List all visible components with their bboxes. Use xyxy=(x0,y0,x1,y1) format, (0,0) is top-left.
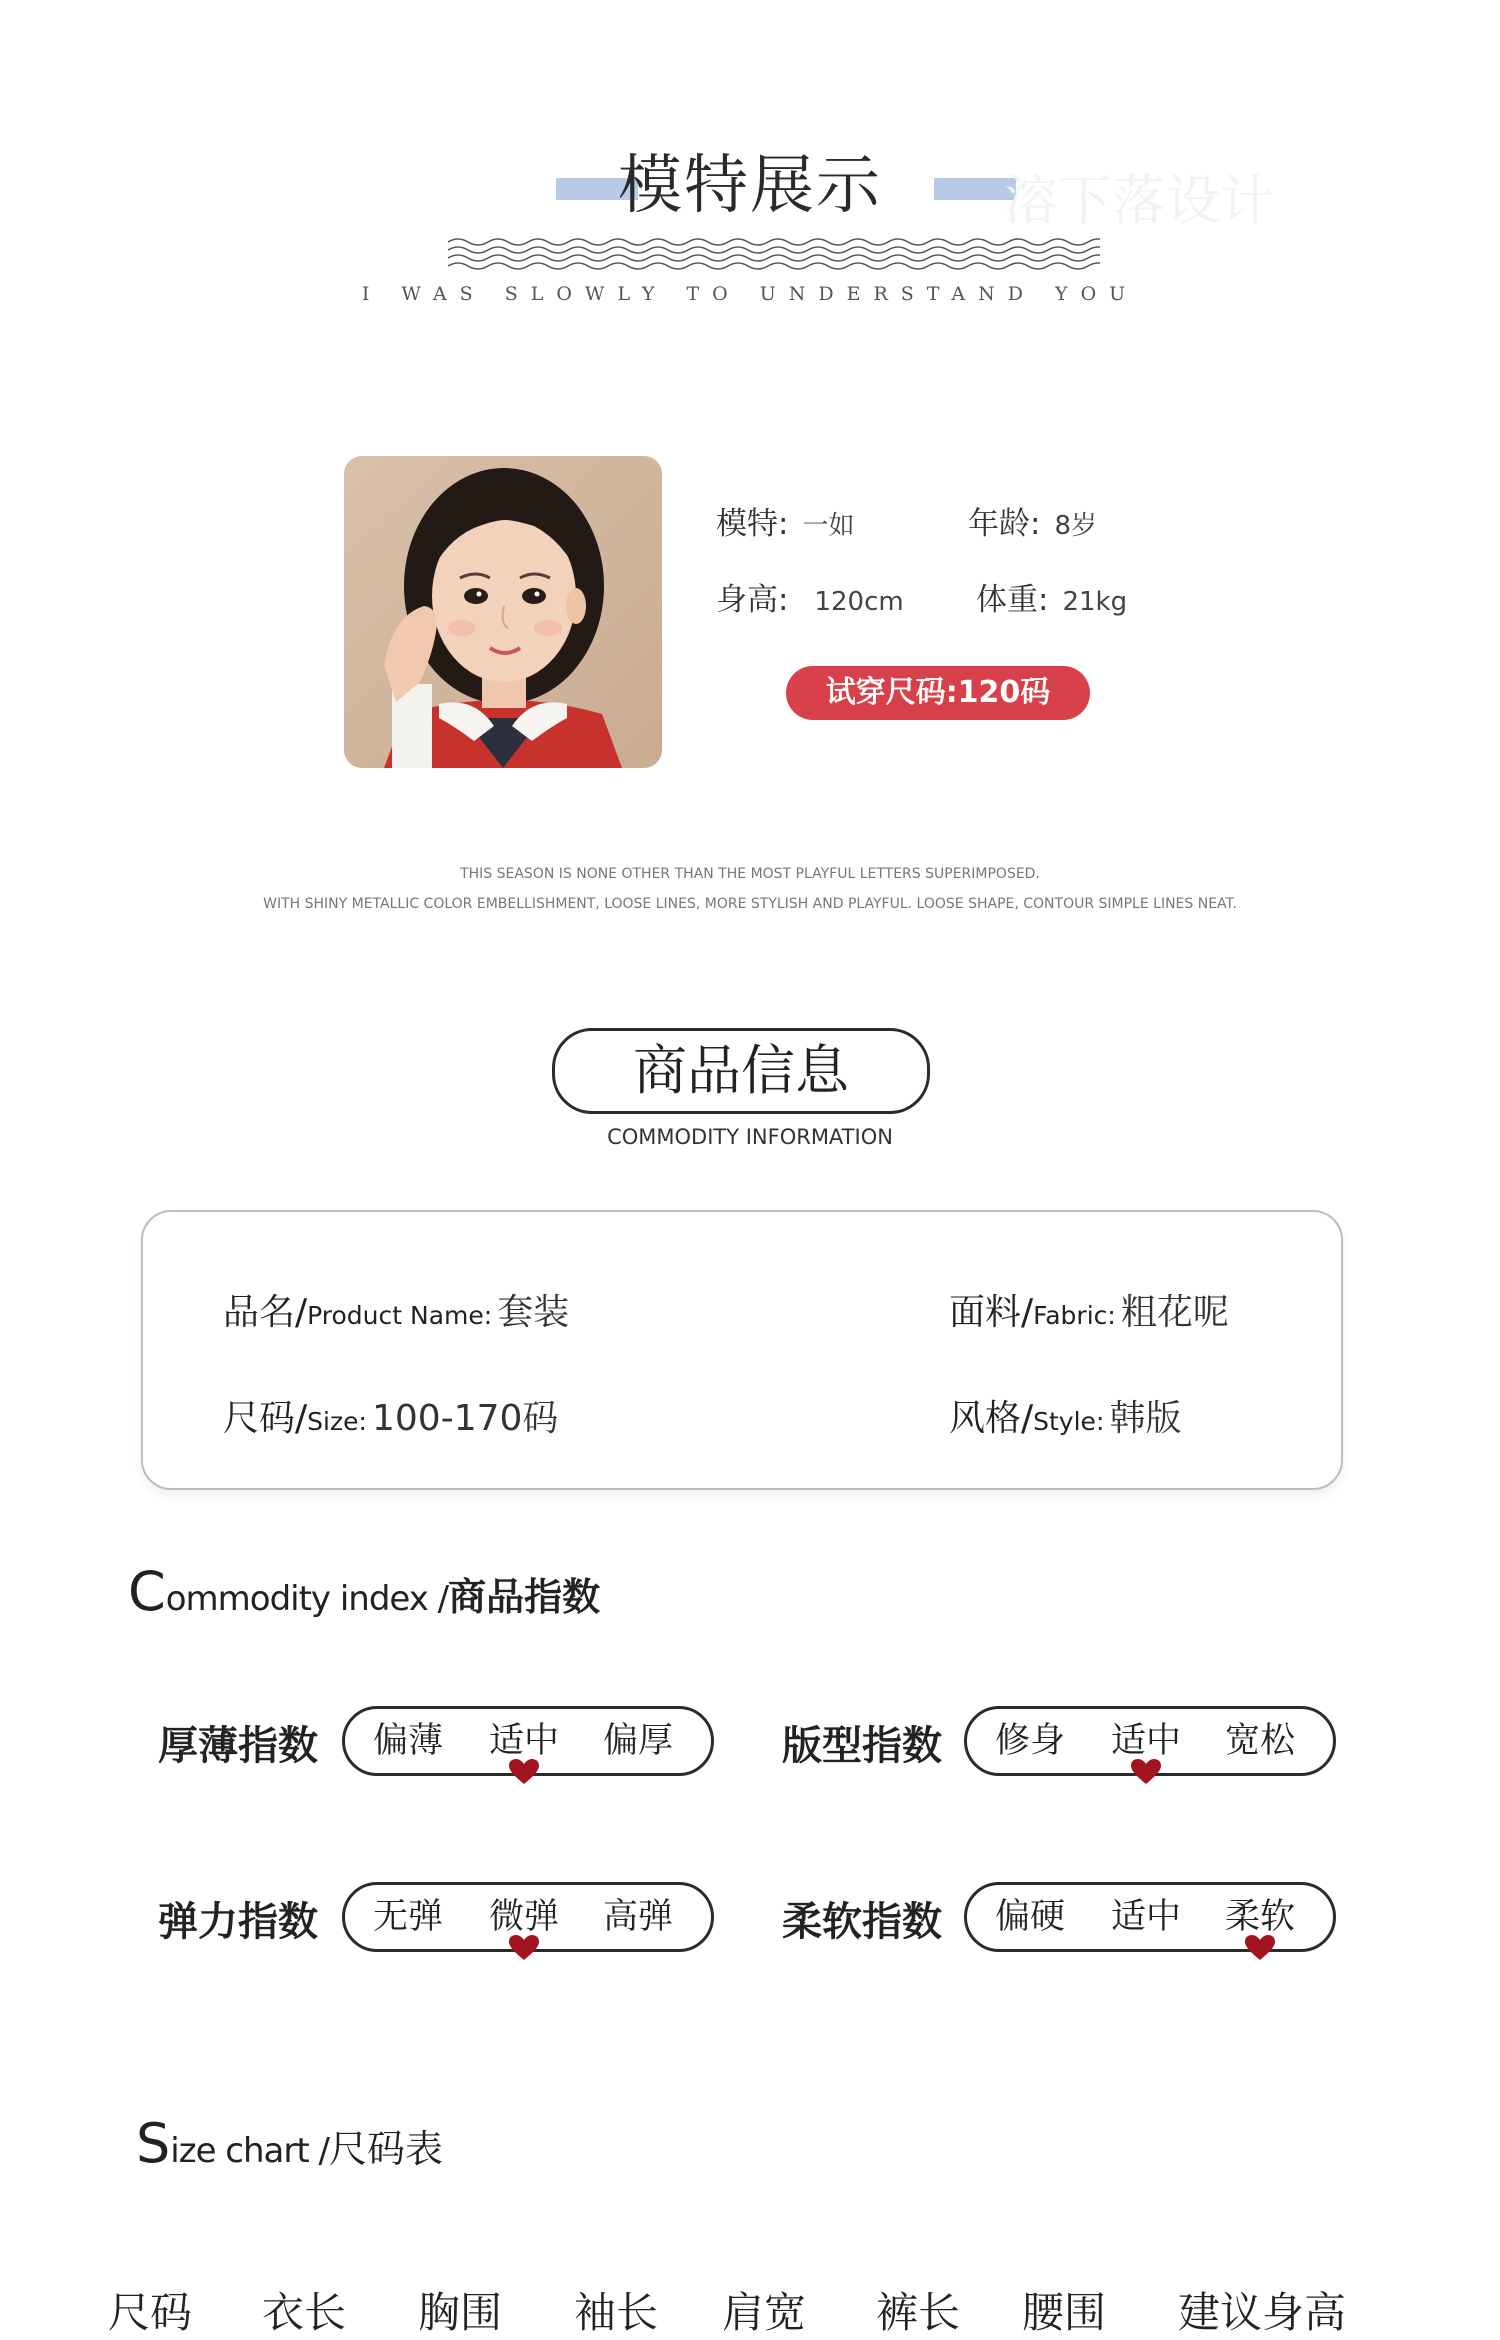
watermark-text: 溶下落设计 xyxy=(1004,169,1274,232)
style-field xyxy=(949,1390,1181,1441)
index-option: 适中 xyxy=(1110,1721,1181,1761)
commodity-info-subtitle: COMMODITY INFORMATION xyxy=(607,1125,893,1149)
index-label: 弹力指数 xyxy=(158,1899,318,1945)
commodity-index-en: ommodity index / xyxy=(165,1579,449,1619)
model-age-value: 8岁 xyxy=(1054,511,1097,541)
index-option: 微弹 xyxy=(488,1897,559,1937)
blurb-line-1: THIS SEASON IS NONE OTHER THAN THE MOST PLAYFUL LETTERS SUPERIMPOSED. xyxy=(460,866,1040,882)
size-value: 100-170码 xyxy=(372,1398,559,1439)
product-name-zh: 品名/ xyxy=(223,1292,308,1333)
size-chart-column-header: 尺码 xyxy=(108,2288,193,2337)
size-zh: 尺码/ xyxy=(223,1398,308,1439)
heart-icon xyxy=(1131,1759,1161,1785)
index-scale xyxy=(342,1882,714,1952)
size-en: Size xyxy=(307,1407,359,1436)
index-label: 版型指数 xyxy=(782,1723,942,1769)
index-option: 柔软 xyxy=(1224,1897,1295,1937)
style-value: 韩版 xyxy=(1109,1398,1182,1439)
index-label: 厚薄指数 xyxy=(158,1723,318,1769)
model-name-label: 模特: xyxy=(716,506,789,542)
index-option: 偏薄 xyxy=(372,1721,443,1761)
commodity-index-heading xyxy=(128,1560,600,1623)
index-option: 宽松 xyxy=(1224,1721,1295,1761)
model-age-label: 年龄: xyxy=(968,506,1041,542)
commodity-info-title: 商品信息 xyxy=(552,1028,930,1114)
product-name-colon: : xyxy=(483,1301,493,1330)
model-age-field xyxy=(968,498,1097,543)
size-colon: : xyxy=(358,1407,367,1436)
blurb-line-2: WITH SHINY METALLIC COLOR EMBELLISHMENT, LOOSE LINES, MORE STYLISH AND PLAYFUL. LOOSE SHAPE, CONTOUR SIMPLE LINES NEAT. xyxy=(263,896,1237,912)
size-chart-column-header: 胸围 xyxy=(418,2288,503,2337)
model-height-field xyxy=(716,574,904,619)
model-show-title: 模特展示 xyxy=(618,149,882,223)
size-chart-zh: 尺码表 xyxy=(328,2127,443,2171)
model-name-value: 一如 xyxy=(802,511,855,541)
wave-ornament xyxy=(448,236,1100,272)
fabric-value: 粗花呢 xyxy=(1120,1292,1229,1333)
index-label: 柔软指数 xyxy=(782,1899,942,1945)
tagline: I WAS SLOWLY TO UNDERSTAND YOU xyxy=(361,283,1139,305)
model-photo xyxy=(344,456,662,768)
index-scale xyxy=(964,1882,1336,1952)
heart-icon xyxy=(509,1935,539,1961)
commodity-index-zh: 商品指数 xyxy=(448,1575,601,1619)
fabric-en: Fabric xyxy=(1033,1301,1108,1330)
model-weight-field xyxy=(976,574,1127,619)
index-scale xyxy=(342,1706,714,1776)
size-chart-column-header: 建议身高 xyxy=(1178,2288,1347,2337)
size-chart-column-header: 裤长 xyxy=(876,2288,961,2337)
heart-icon xyxy=(509,1759,539,1785)
size-chart-column-header: 腰围 xyxy=(1022,2288,1107,2337)
index-scale xyxy=(964,1706,1336,1776)
index-option: 适中 xyxy=(488,1721,559,1761)
style-zh: 风格/ xyxy=(949,1398,1034,1439)
index-option: 适中 xyxy=(1110,1897,1181,1937)
product-name-field xyxy=(223,1284,569,1335)
fabric-colon: : xyxy=(1107,1301,1116,1330)
model-height-label: 身高: xyxy=(716,582,789,618)
style-en: Style xyxy=(1033,1407,1096,1436)
index-option: 高弹 xyxy=(602,1897,673,1937)
product-name-en: Product Name xyxy=(307,1301,484,1330)
fabric-zh: 面料/ xyxy=(949,1292,1034,1333)
size-chart-initial: S xyxy=(136,2112,171,2175)
model-weight-value: 21kg xyxy=(1062,587,1128,617)
size-chart-column-header: 袖长 xyxy=(574,2288,659,2337)
fabric-field xyxy=(949,1284,1229,1335)
style-colon: : xyxy=(1095,1407,1105,1436)
size-field xyxy=(223,1390,558,1441)
index-option: 无弹 xyxy=(372,1897,443,1937)
index-option: 偏厚 xyxy=(602,1721,673,1761)
product-name-value: 套装 xyxy=(497,1292,570,1333)
size-chart-heading xyxy=(136,2112,443,2175)
model-weight-label: 体重: xyxy=(976,582,1049,618)
model-height-value: 120cm xyxy=(814,587,904,617)
size-chart-en: ize chart / xyxy=(170,2131,329,2171)
heart-icon xyxy=(1245,1935,1275,1961)
size-chart-column-header: 衣长 xyxy=(262,2288,347,2337)
commodity-index-initial: C xyxy=(128,1560,166,1623)
commodity-info-box xyxy=(141,1210,1343,1490)
index-option: 修身 xyxy=(994,1721,1065,1761)
index-option: 偏硬 xyxy=(994,1897,1065,1937)
size-chart-column-header: 肩宽 xyxy=(722,2288,807,2337)
model-name-field xyxy=(716,498,854,543)
tryon-size-badge: 试穿尺码:120码 xyxy=(786,666,1090,720)
